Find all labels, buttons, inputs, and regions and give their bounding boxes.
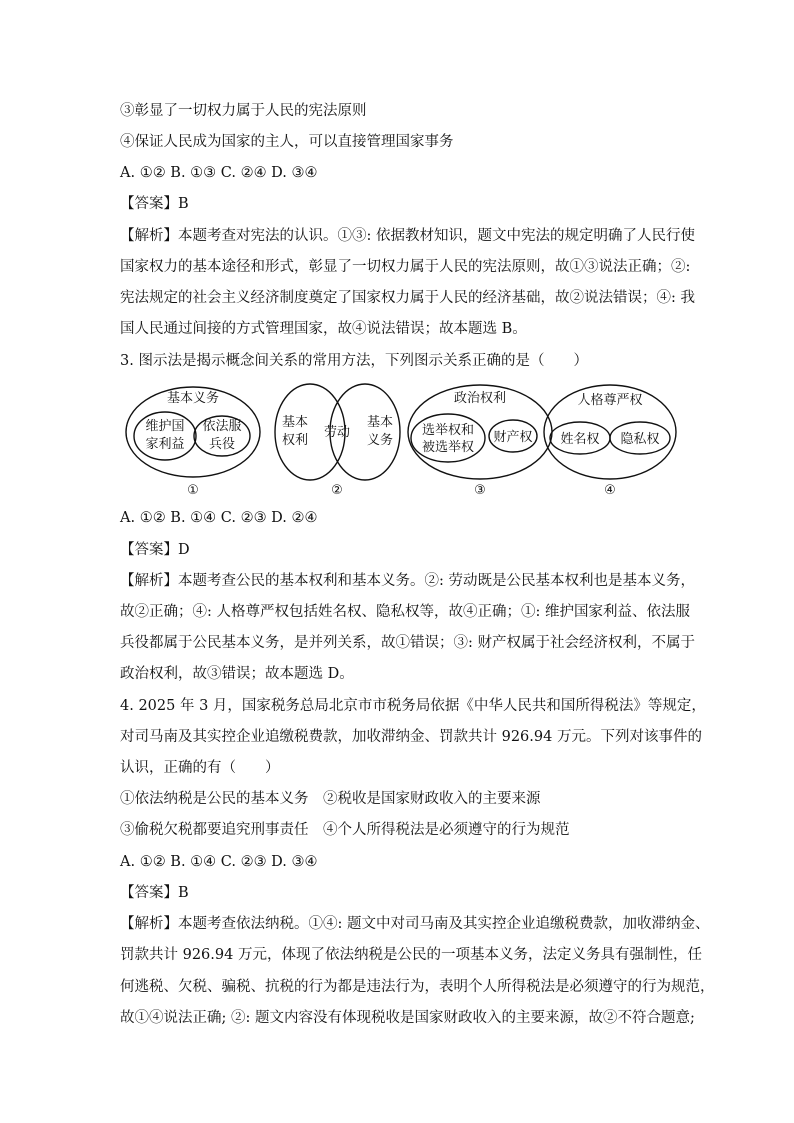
d1-left-label-b: 家利益	[145, 437, 185, 452]
q2-explanation-line-1: 【解析】本题考查对宪法的认识。①③: 依据教材知识，题文中宪法的规定明确了人民行使	[120, 228, 695, 244]
d1-right-label-a: 依法服	[202, 419, 242, 434]
d4-outer-label: 人格尊严权	[577, 393, 643, 408]
q3-answer: 【答案】D	[120, 542, 190, 558]
d1-right-label-b: 兵役	[208, 437, 236, 452]
q3-choices: A. ①② B. ①④ C. ②③ D. ②④	[120, 510, 318, 526]
d3-left-label-b: 被选举权	[421, 440, 475, 455]
q4-explanation-line-3: 何逃税、欠税、骗税、抗税的行为都是违法行为，表明个人所得税法是必须遵守的行为规范，	[120, 979, 715, 995]
q2-explanation-line-2: 国家权力的基本途径和形式，彰显了一切权力属于人民的宪法原则，故①③说法正确；②:	[120, 259, 691, 275]
d2-left-label-a: 基本	[281, 415, 309, 430]
q3-explanation-line-2: 故②正确；④: 人格尊严权包括姓名权、隐私权等，故④正确；①: 维护国家利益、依法服	[120, 604, 690, 620]
q4-answer: 【答案】B	[120, 885, 189, 901]
option-4-text: ④保证人民成为国家的主人，可以直接管理国家事务	[120, 134, 454, 150]
q4-choices: A. ①② B. ①④ C. ②③ D. ③④	[120, 854, 318, 870]
q4-explanation-line-1: 【解析】本题考查依法纳税。①④: 题文中对司马南及其实控企业追缴税费款，加收滞纳金、	[120, 916, 710, 932]
q2-answer: 【答案】B	[120, 196, 189, 212]
q4-explanation-line-4: 故①④说法正确; ②: 题文内容没有体现税收是国家财政收入的主要来源，故②不符合题意;	[120, 1010, 695, 1026]
option-3-text: ③彰显了一切权力属于人民的宪法原则	[120, 103, 367, 119]
q4-options-line-1: ①依法纳税是公民的基本义务 ②税收是国家财政收入的主要来源	[120, 791, 541, 807]
d1-number: ①	[187, 483, 199, 498]
q4-stem-line-1: 4. 2025 年 3 月，国家税务总局北京市市税务局依据《中华人民共和国所得税法》等规定，	[120, 698, 706, 714]
q4-stem-line-3: 认识，正确的有（ ）	[120, 760, 280, 776]
d3-outer-label: 政治权利	[453, 391, 507, 406]
d4-right-label: 隐私权	[620, 432, 660, 447]
q4-explanation-line-2: 罚款共计 926.94 万元，体现了依法纳税是公民的一项基本义务，法定义务具有强制性，任	[120, 947, 702, 963]
d3-number: ③	[474, 483, 486, 498]
d3-right-label: 财产权	[493, 430, 533, 445]
d1-left-label-a: 维护国	[145, 419, 185, 434]
d4-left-label: 姓名权	[560, 432, 600, 447]
d1-outer-label: 基本义务	[166, 391, 220, 406]
d2-left-label-b: 权利	[281, 433, 309, 448]
d2-right-label-a: 基本	[366, 415, 394, 430]
d2-center-label: 劳动	[323, 425, 351, 440]
q3-stem: 3. 图示法是揭示概念间关系的常用方法，下列图示关系正确的是（ ）	[120, 353, 588, 369]
q4-stem-line-2: 对司马南及其实控企业追缴税费款，加收滞纳金、罚款共计 926.94 万元。下列对该事件的	[120, 729, 702, 745]
q3-explanation-line-1: 【解析】本题考查公民的基本权利和基本义务。②: 劳动既是公民基本权利也是基本义务，	[120, 573, 695, 589]
q2-explanation-line-3: 宪法规定的社会主义经济制度奠定了国家权力属于人民的经济基础，故②说法错误；④: 我	[120, 290, 695, 306]
q3-explanation-line-4: 政治权利，故③错误；故本题选 D。	[120, 666, 354, 682]
q2-choices: A. ①② B. ①③ C. ②④ D. ③④	[120, 165, 318, 181]
d3-left-label-a: 选举权和	[421, 423, 475, 438]
q3-explanation-line-3: 兵役都属于公民基本义务，是并列关系，故①错误；③: 财产权属于社会经济权利，不属于	[120, 635, 695, 651]
concept-diagrams	[120, 378, 680, 500]
d4-number: ④	[604, 483, 616, 498]
d2-right-label-b: 义务	[366, 433, 394, 448]
q4-options-line-2: ③偷税欠税都要追究刑事责任 ④个人所得税法是必须遵守的行为规范	[120, 822, 570, 838]
d2-number: ②	[331, 483, 343, 498]
q2-explanation-line-4: 国人民通过间接的方式管理国家，故④说法错误；故本题选 B。	[120, 321, 527, 337]
